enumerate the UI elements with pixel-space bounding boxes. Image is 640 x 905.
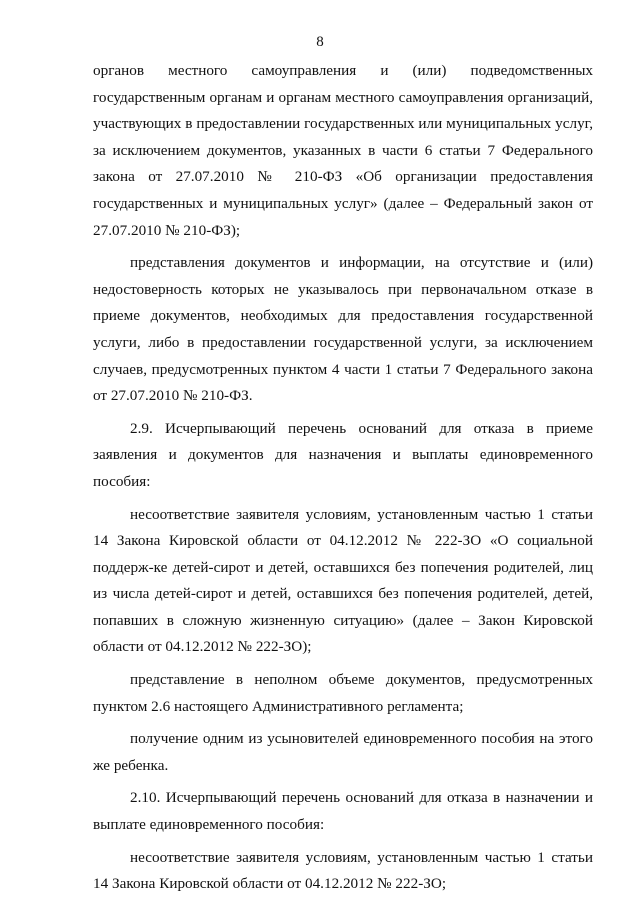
document-body	[93, 58, 593, 898]
page-number: 8	[316, 34, 324, 50]
paragraph-continuation: органов местного самоуправления и (или) подведомственных государственным органам и органам местного самоуправления организаций, участвующих в предоставлении государственных или муниципальных услуг, за исключением документов, указанных в части 6 статьи 7 Федерального закона от 27.07.2010 № 210-ФЗ «Об организации предоставления государственных и муниципальных услуг» (далее – Федеральный закон от 27.07.2010 № 210-ФЗ);	[93, 62, 593, 239]
paragraph-applicant-mismatch-2: несоответствие заявителя условиям, установленным частью 1 статьи 14 Закона Кировской области от 04.12.2012 № 222-ЗО;	[93, 848, 593, 893]
paragraph-section-2-10: 2.10. Исчерпывающий перечень оснований для отказа в назначении и выплате единовременного пособия:	[93, 789, 593, 834]
paragraph-documents-presentation: представления документов и информации, на отсутствие и (или) недостоверность которых не указывалось при первоначальном отказе в приеме документов, необходимых для предоставления государственной услуги, либо в предоставлении государственной услуги, за исключением случаев, предусмотренных пунктом 4 части 1 статьи 7 Федерального закона от 27.07.2010 № 210-ФЗ.	[93, 254, 593, 405]
paragraph-incomplete-documents: представление в неполном объеме документов, предусмотренных пунктом 2.6 настоящего Административного регламента;	[93, 671, 593, 715]
paragraph-applicant-mismatch: несоответствие заявителя условиям, установленным частью 1 статьи 14 Закона Кировской области от 04.12.2012 № 222-ЗО «О социальной поддерж-ке детей-сирот и детей, оставшихся без попечения родителей, лиц из числа детей-сирот и детей, оставшихся без попечения родителей, детей, попавших в сложную жизненную ситуацию» (далее – Закон Кировской области от 04.12.2012 № 222-ЗО);	[93, 505, 593, 656]
paragraph-section-2-9: 2.9. Исчерпывающий перечень оснований для отказа в приеме заявления и документов для назначения и выплаты единовременного пособия:	[93, 419, 593, 490]
paragraph-adopter-benefit: получение одним из усыновителей единовременного пособия на этого же ребенка.	[93, 730, 593, 774]
